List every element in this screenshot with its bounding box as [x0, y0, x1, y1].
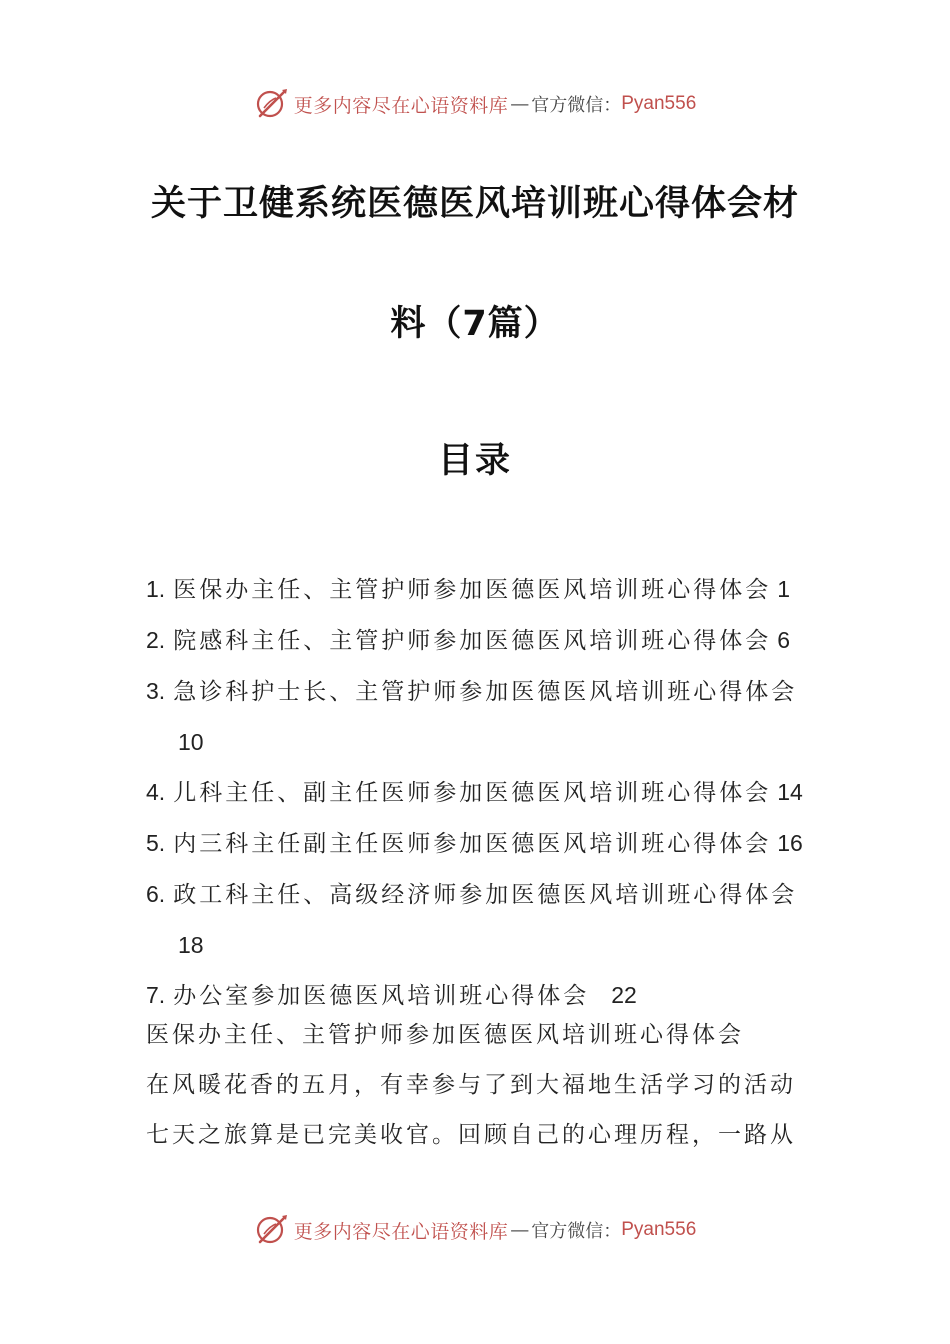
body-section	[146, 1010, 826, 1160]
watermark-separator: —	[510, 93, 530, 115]
toc-item-number: 2.	[146, 627, 166, 653]
paragraph-line: 在风暖花香的五月，有幸参与了到大福地生活学习的活动	[146, 1072, 796, 1098]
toc-item-page: 18	[178, 932, 204, 958]
toc-item-title: 政工科主任、高级经济师参加医德医风培训班心得体会	[173, 882, 798, 908]
toc-item-page: 22	[611, 982, 637, 1008]
toc-item-title: 儿科主任、副主任医师参加医德医风培训班心得体会	[173, 780, 772, 806]
toc-item-number: 6.	[146, 881, 166, 907]
toc-item-number: 4.	[146, 779, 166, 805]
document-title-line-1: 关于卫健系统医德医风培训班心得体会材	[150, 184, 799, 224]
watermark-wechat-label: 官方微信：	[531, 1221, 622, 1242]
toc-item[interactable]	[146, 869, 826, 970]
watermark-wechat-id: Pyan556	[621, 93, 697, 114]
toc-item[interactable]	[146, 666, 826, 767]
pen-logo-icon	[254, 1212, 290, 1248]
watermark-wechat-label: 官方微信：	[531, 95, 622, 116]
toc-item[interactable]	[146, 564, 826, 615]
pen-logo-icon	[254, 86, 290, 122]
toc-item-number: 7.	[146, 982, 166, 1008]
toc-item-page: 1	[777, 576, 790, 602]
toc-item-page: 14	[777, 779, 803, 805]
toc-item-title: 院感科主任、主管护师参加医德医风培训班心得体会	[173, 628, 772, 654]
toc-item-page: 6	[777, 627, 790, 653]
watermark-wechat-id: Pyan556	[621, 1219, 697, 1240]
watermark-text: 更多内容尽在心语资料库	[293, 94, 509, 117]
toc-heading: 目录	[437, 441, 512, 481]
toc-item[interactable]	[146, 767, 826, 818]
toc-item-title: 内三科主任副主任医师参加医德医风培训班心得体会	[173, 831, 772, 857]
watermark-text: 更多内容尽在心语资料库	[293, 1220, 509, 1243]
watermark-separator: —	[510, 1219, 530, 1241]
toc-item-title: 办公室参加医德医风培训班心得体会	[173, 983, 590, 1009]
toc-item-title: 急诊科护士长、主管护师参加医德医风培训班心得体会	[173, 679, 798, 705]
toc-item-page: 10	[178, 729, 204, 755]
document-title-line-2: 料（7篇）	[390, 304, 560, 344]
toc-item-page: 16	[777, 830, 803, 856]
toc-item-number: 3.	[146, 678, 166, 704]
table-of-contents	[146, 564, 826, 1021]
toc-item-title: 医保办主任、主管护师参加医德医风培训班心得体会	[173, 577, 772, 603]
footer-watermark	[0, 1208, 950, 1252]
section-heading: 医保办主任、主管护师参加医德医风培训班心得体会	[146, 1022, 744, 1048]
toc-item-number: 5.	[146, 830, 166, 856]
header-watermark	[0, 82, 950, 126]
toc-item-number: 1.	[146, 576, 166, 602]
toc-item[interactable]	[146, 818, 826, 869]
paragraph-line: 七天之旅算是已完美收官。回顾自己的心理历程，一路从	[146, 1122, 796, 1148]
toc-item[interactable]	[146, 615, 826, 666]
